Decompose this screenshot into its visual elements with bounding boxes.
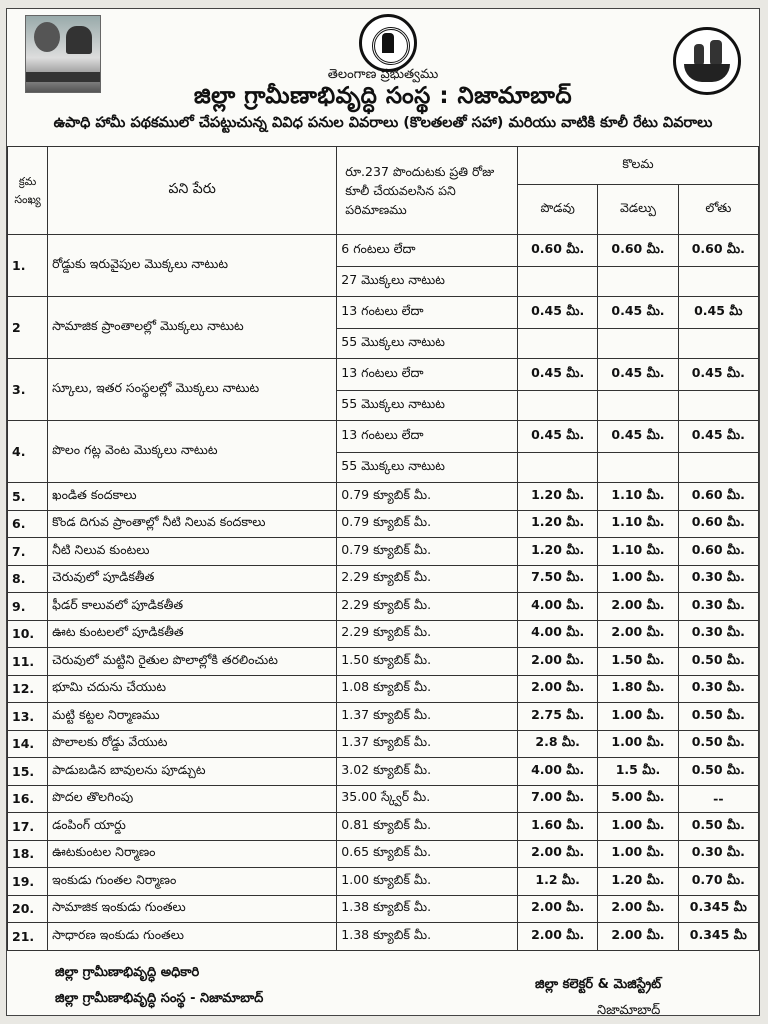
table-row [8, 421, 759, 453]
row-length: 1.20 మీ. [518, 483, 598, 511]
row-serial: 16. [8, 785, 48, 813]
row-depth: 0.50 మీ. [678, 703, 758, 731]
row-width: 1.20 మీ. [598, 868, 678, 896]
row-work-name: పొలం గట్ల వెంట మొక్కలు నాటుట [48, 421, 337, 483]
row-serial: 15. [8, 758, 48, 786]
row-work-name: భూమి చదును చేయుట [48, 675, 337, 703]
row-quantity: 1.38 క్యూబిక్ మీ. [337, 923, 518, 951]
row-length: 2.00 మీ. [518, 840, 598, 868]
row-depth: 0.345 మీ [678, 923, 758, 951]
row-serial: 19. [8, 868, 48, 896]
row-depth: 0.45 మీ [678, 297, 758, 329]
table-row [8, 785, 759, 813]
row-serial: 6. [8, 510, 48, 538]
row-quantity-plants: 55 మొక్కలు నాటుట [337, 453, 518, 483]
row-depth: -- [678, 785, 758, 813]
row-length: 2.00 మీ. [518, 675, 598, 703]
row-serial: 20. [8, 895, 48, 923]
table-row [8, 593, 759, 621]
row-serial: 9. [8, 593, 48, 621]
header-measurements: కొలమ [518, 147, 759, 185]
row-quantity: 3.02 క్యూబిక్ మీ. [337, 758, 518, 786]
row-work-name: సామాజిక ప్రాంతాలల్లో మొక్కలు నాటుట [48, 297, 337, 359]
row-length: 0.45 మీ. [518, 421, 598, 453]
row-quantity: 2.29 క్యూబిక్ మీ. [337, 565, 518, 593]
row-depth: 0.30 మీ. [678, 675, 758, 703]
row-serial: 21. [8, 923, 48, 951]
table-row [8, 675, 759, 703]
footer-left-line2: జిల్లా గ్రామీణాభివృద్ధి సంస్థ - నిజామాబాద్ [55, 991, 264, 1006]
document-sheet [6, 8, 760, 1016]
row-width: 0.45 మీ. [598, 421, 678, 453]
row-work-name: ఊట కుంటలలో పూడికతీత [48, 620, 337, 648]
table-row [8, 235, 759, 267]
empty-cell [678, 453, 758, 483]
row-width: 1.00 మీ. [598, 703, 678, 731]
row-work-name: నీటి నిలువ కుంటలు [48, 538, 337, 566]
row-serial: 8. [8, 565, 48, 593]
empty-cell [518, 453, 598, 483]
table-row [8, 813, 759, 841]
row-work-name: ఇంకుడు గుంతల నిర్మాణం [48, 868, 337, 896]
row-quantity: 1.50 క్యూబిక్ మీ. [337, 648, 518, 676]
row-width: 1.80 మీ. [598, 675, 678, 703]
row-quantity: 1.08 క్యూబిక్ మీ. [337, 675, 518, 703]
empty-cell [598, 453, 678, 483]
table-row [8, 703, 759, 731]
row-width: 0.45 మీ. [598, 359, 678, 391]
table-row [8, 620, 759, 648]
row-quantity-plants: 55 మొక్కలు నాటుట [337, 329, 518, 359]
row-length: 2.00 మీ. [518, 923, 598, 951]
row-width: 1.00 మీ. [598, 565, 678, 593]
footer-right-line2: నిజామాబాద్ [597, 1003, 661, 1018]
table-row [8, 758, 759, 786]
row-width: 1.5 మీ. [598, 758, 678, 786]
row-depth: 0.60 మీ. [678, 483, 758, 511]
table-row [8, 868, 759, 896]
row-quantity: 2.29 క్యూబిక్ మీ. [337, 593, 518, 621]
row-work-name: పొలాలకు రోడ్డు వేయుట [48, 730, 337, 758]
table-row [8, 359, 759, 391]
row-length: 0.45 మీ. [518, 297, 598, 329]
government-label: తెలంగాణ ప్రభుత్వము [327, 67, 439, 82]
header-serial: క్రమ సంఖ్య [8, 147, 48, 235]
row-width: 1.50 మీ. [598, 648, 678, 676]
empty-cell [678, 391, 758, 421]
row-length: 7.00 మీ. [518, 785, 598, 813]
row-length: 1.2 మీ. [518, 868, 598, 896]
row-work-name: పొదల తొలగింపు [48, 785, 337, 813]
row-width: 1.10 మీ. [598, 510, 678, 538]
empty-cell [678, 267, 758, 297]
header-depth: లోతు [678, 185, 758, 235]
row-quantity: 1.38 క్యూబిక్ మీ. [337, 895, 518, 923]
row-width: 1.10 మీ. [598, 483, 678, 511]
empty-cell [678, 329, 758, 359]
row-work-name: స్కూలు, ఇతర సంస్థలల్లో మొక్కలు నాటుట [48, 359, 337, 421]
row-quantity: 0.79 క్యూబిక్ మీ. [337, 483, 518, 511]
table-row [8, 538, 759, 566]
table-row [8, 648, 759, 676]
row-length: 0.45 మీ. [518, 359, 598, 391]
row-serial: 5. [8, 483, 48, 511]
row-serial: 12. [8, 675, 48, 703]
row-length: 4.00 మీ. [518, 620, 598, 648]
row-serial: 10. [8, 620, 48, 648]
row-length: 2.75 మీ. [518, 703, 598, 731]
row-length: 1.20 మీ. [518, 510, 598, 538]
row-quantity-hours: 13 గంటలు లేదా [337, 359, 518, 391]
row-serial: 2 [8, 297, 48, 359]
row-length: 4.00 మీ. [518, 593, 598, 621]
row-work-name: మట్టి కట్టల నిర్మాణము [48, 703, 337, 731]
row-quantity: 0.79 క్యూబిక్ మీ. [337, 538, 518, 566]
row-depth: 0.50 మీ. [678, 813, 758, 841]
row-length: 2.00 మీ. [518, 895, 598, 923]
page-subtitle: ఉపాధి హామీ పథకములో చేపట్టుచున్న వివిధ పనుల వివరాలు (కొలతలతో సహా) మరియు వాటికి కూలీ రేటు వివరాలు [53, 115, 713, 131]
row-depth: 0.345 మీ [678, 895, 758, 923]
row-work-name: సామాజిక ఇంకుడు గుంతలు [48, 895, 337, 923]
header-length: పొడవు [518, 185, 598, 235]
row-work-name: ఖండిత కందకాలు [48, 483, 337, 511]
row-width: 2.00 మీ. [598, 895, 678, 923]
empty-cell [598, 391, 678, 421]
row-quantity: 35.00 స్క్వేర్ మీ. [337, 785, 518, 813]
empty-cell [518, 267, 598, 297]
table-row [8, 297, 759, 329]
row-quantity: 2.29 క్యూబిక్ మీ. [337, 620, 518, 648]
row-width: 0.60 మీ. [598, 235, 678, 267]
row-work-name: డంపింగ్ యార్డు [48, 813, 337, 841]
row-width: 1.00 మీ. [598, 730, 678, 758]
row-depth: 0.60 మీ. [678, 510, 758, 538]
table-row [8, 483, 759, 511]
footer-right-line1: జిల్లా కలెక్టర్ & మెజిస్ట్రేట్ [535, 977, 662, 992]
empty-cell [518, 391, 598, 421]
empty-cell [518, 329, 598, 359]
header-work-name: పని పేరు [48, 147, 337, 235]
row-work-name: రోడ్డుకు ఇరువైపుల మొక్కలు నాటుట [48, 235, 337, 297]
row-work-name: చెరువులో పూడికతీత [48, 565, 337, 593]
row-depth: 0.50 మీ. [678, 758, 758, 786]
row-work-name: ఫీడర్ కాలువలో పూడికతీత [48, 593, 337, 621]
row-depth: 0.30 మీ. [678, 620, 758, 648]
row-quantity: 0.79 క్యూబిక్ మీ. [337, 510, 518, 538]
row-length: 2.00 మీ. [518, 648, 598, 676]
row-length: 7.50 మీ. [518, 565, 598, 593]
row-work-name: చెరువులో మట్టిని రైతుల పొలాల్లోకి తరలించుట [48, 648, 337, 676]
row-serial: 4. [8, 421, 48, 483]
row-serial: 3. [8, 359, 48, 421]
row-serial: 7. [8, 538, 48, 566]
row-depth: 0.45 మీ. [678, 359, 758, 391]
row-quantity: 1.37 క్యూబిక్ మీ. [337, 703, 518, 731]
table-row [8, 730, 759, 758]
table-row [8, 923, 759, 951]
row-serial: 14. [8, 730, 48, 758]
row-width: 2.00 మీ. [598, 923, 678, 951]
row-work-name: ఊటకుంటల నిర్మాణం [48, 840, 337, 868]
row-width: 2.00 మీ. [598, 620, 678, 648]
row-width: 1.10 మీ. [598, 538, 678, 566]
row-depth: 0.50 మీ. [678, 730, 758, 758]
row-quantity: 1.00 క్యూబిక్ మీ. [337, 868, 518, 896]
header-width: వెడల్పు [598, 185, 678, 235]
empty-cell [598, 267, 678, 297]
table-row [8, 895, 759, 923]
table-row [8, 840, 759, 868]
row-width: 0.45 మీ. [598, 297, 678, 329]
row-depth: 0.45 మీ. [678, 421, 758, 453]
row-width: 1.00 మీ. [598, 840, 678, 868]
row-quantity-hours: 13 గంటలు లేదా [337, 297, 518, 329]
table-body [8, 235, 759, 951]
row-serial: 18. [8, 840, 48, 868]
footer-left-line1: జిల్లా గ్రామీణాభివృద్ధి అధికారి [55, 965, 200, 980]
row-quantity: 1.37 క్యూబిక్ మీ. [337, 730, 518, 758]
row-depth: 0.30 మీ. [678, 593, 758, 621]
header-quantity: రూ.237 పొందుటకు ప్రతి రోజు కూలీ చేయవలసిన పని పరిమాణము [337, 147, 518, 235]
row-depth: 0.30 మీ. [678, 565, 758, 593]
row-serial: 11. [8, 648, 48, 676]
row-depth: 0.50 మీ. [678, 648, 758, 676]
row-serial: 13. [8, 703, 48, 731]
telangana-emblem-icon [359, 14, 417, 72]
row-serial: 17. [8, 813, 48, 841]
row-depth: 0.30 మీ. [678, 840, 758, 868]
row-length: 2.8 మీ. [518, 730, 598, 758]
row-quantity: 0.65 క్యూబిక్ మీ. [337, 840, 518, 868]
page-title: జిల్లా గ్రామీణాభివృద్ధి సంస్థ : నిజామాబాద్ [193, 83, 573, 109]
row-depth: 0.60 మీ. [678, 235, 758, 267]
row-work-name: సాధారణ ఇంకుడు గుంతలు [48, 923, 337, 951]
row-length: 0.60 మీ. [518, 235, 598, 267]
row-width: 2.00 మీ. [598, 593, 678, 621]
row-quantity-plants: 55 మొక్కలు నాటుట [337, 391, 518, 421]
row-length: 1.20 మీ. [518, 538, 598, 566]
row-quantity-hours: 13 గంటలు లేదా [337, 421, 518, 453]
row-length: 4.00 మీ. [518, 758, 598, 786]
table-row [8, 510, 759, 538]
row-length: 1.60 మీ. [518, 813, 598, 841]
works-table [7, 146, 759, 951]
row-width: 5.00 మీ. [598, 785, 678, 813]
row-quantity-hours: 6 గంటలు లేదా [337, 235, 518, 267]
row-work-name: పాడుబడిన బావులను పూడ్చుట [48, 758, 337, 786]
row-depth: 0.70 మీ. [678, 868, 758, 896]
empty-cell [598, 329, 678, 359]
row-serial: 1. [8, 235, 48, 297]
row-width: 1.00 మీ. [598, 813, 678, 841]
row-quantity: 0.81 క్యూబిక్ మీ. [337, 813, 518, 841]
row-work-name: కొండ దిగువ ప్రాంతాల్లో నీటి నిలువ కందకాలు [48, 510, 337, 538]
table-row [8, 565, 759, 593]
row-quantity-plants: 27 మొక్కలు నాటుట [337, 267, 518, 297]
row-depth: 0.60 మీ. [678, 538, 758, 566]
